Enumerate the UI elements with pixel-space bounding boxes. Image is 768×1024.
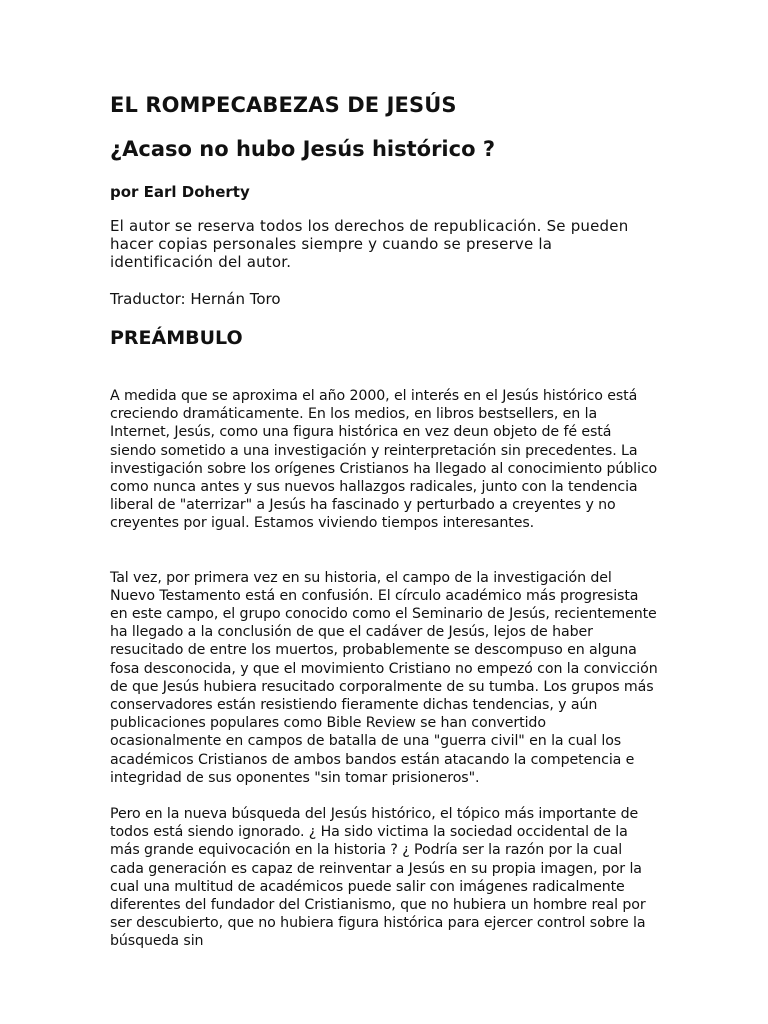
body-paragraph: Tal vez, por primera vez en su historia, el campo de la investigación del Nuevo Testamento está en confusión. El círculo académico más progresista en este campo, el grupo conocido como el Seminario de Jesús, recientemente ha llegado a la conclusión de que el cadáver de Jesús, lejos de haber resucitado de entre los muertos, probablemente se descompuso en alguna fosa desconocida, y que el movimiento Cristiano no empezó con la convicción de que Jesús hubiera resucitado corporalmente de su tumba. Los grupos más conservadores están resistiendo fieramente dichas tendencias, y aún publicaciones populares como Bible Review se han convertido ocasionalmente en campos de batalla de una "guerra civil" en la cual los académicos Cristianos de ambos bandos están atacando la competencia e integridad de sus oponentes "sin tomar prisioneros". (110, 569, 658, 786)
rights-notice: El autor se reserva todos los derechos de republicación. Se pueden hacer copias personales siempre y cuando se preserve la identificación del autor. (110, 217, 629, 271)
document-subtitle: ¿Acaso no hubo Jesús histórico ? (110, 137, 496, 161)
document-title: EL ROMPECABEZAS DE JESÚS (110, 93, 457, 117)
author-line: por Earl Doherty (110, 183, 250, 201)
section-heading-preambulo: PREÁMBULO (110, 327, 243, 349)
body-paragraph: Pero en la nueva búsqueda del Jesús histórico, el tópico más importante de todos está siendo ignorado. ¿ Ha sido victima la sociedad occidental de la más grande equivocación en la historia ? ¿ Podría ser la razón por la cual cada generación es capaz de reinventar a Jesús en su propia imagen, por la cual una multitud de académicos puede salir con imágenes radicalmente diferentes del fundador del Cristianismo, que no hubiera un hombre real por ser descubierto, que no hubiera figura histórica para ejercer control sobre la búsqueda sin (110, 806, 646, 950)
body-paragraph: A medida que se aproxima el año 2000, el interés en el Jesús histórico está creciendo dramáticamente. En los medios, en libros bestsellers, en la Internet, Jesús, como una figura histórica en vez deun objeto de fé está siendo sometido a una investigación y reinterpretación sin precedentes. La investigación sobre los orígenes Cristianos ha llegado al conocimiento público como nunca antes y sus nuevos hallazgos radicales, junto con la tendencia liberal de "aterrizar" a Jesús ha fascinado y perturbado a creyentes y no creyentes por igual. Estamos viviendo tiempos interesantes. (110, 388, 658, 532)
translator-line: Traductor: Hernán Toro (110, 290, 281, 308)
document-page (110, 90, 660, 951)
